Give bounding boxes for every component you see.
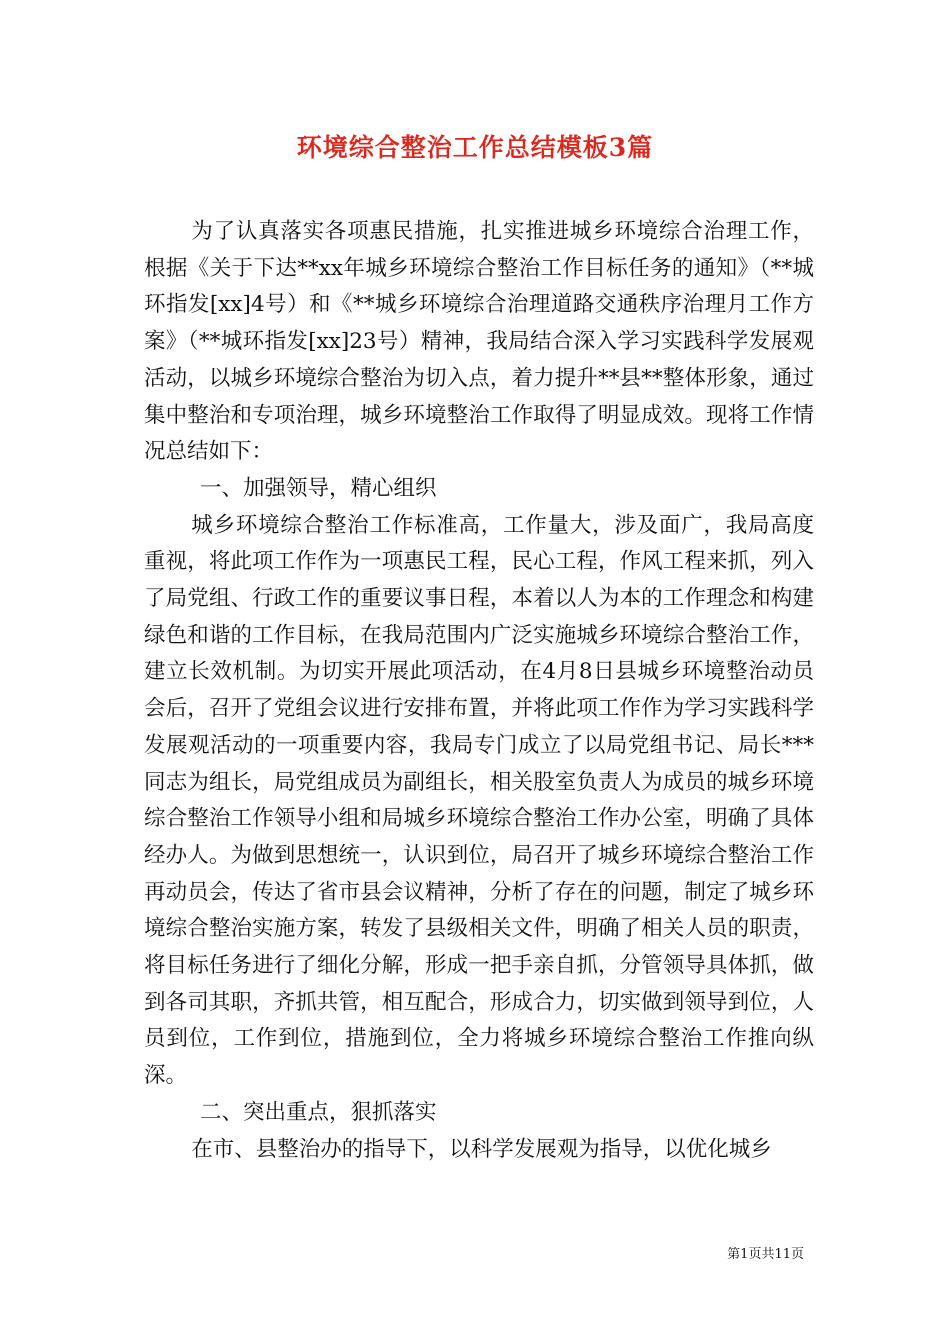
section-1-paragraph: 城乡环境综合整治工作标准高，工作量大，涉及面广，我局高度重视，将此项工作作为一项惠民工程，民心工程，作风工程来抓，列入了局党组、行政工作的重要议事日程，本着以人为本的工作理念和构建绿色和谐的工作目标，在我局范围内广泛实施城乡环境综合整治工作，建立长效机制。为切实开展此项活动，在4月8日县城乡环境整治动员会后，召开了党组会议进行安排布置，并将此项工作作为学习实践科学发展观活动的一项重要内容，我局专门成立了以局党组书记、局长***同志为组长，局党组成员为副组长，相关股室负责人为成员的城乡环境综合整治工作领导小组和局城乡环境综合整治工作办公室，明确了具体经办人。为做到思想统一，认识到位，局召开了城乡环境综合整治工作再动员会，传达了省市县会议精神，分析了存在的问题，制定了城乡环境综合整治实施方案，转发了县级相关文件，明确了相关人员的职责，将目标任务进行了细化分解，形成一把手亲自抓，分管领导具体抓，做到各司其职，齐抓共管，相互配合，形成合力，切实做到领导到位，人员到位，工作到位，措施到位，全力将城乡环境综合整治工作推向纵深。 (144, 512, 814, 1089)
document-body (144, 214, 814, 1168)
intro-paragraph: 为了认真落实各项惠民措施，扎实推进城乡环境综合治理工作，根据《关于下达**xx年城乡环境综合整治工作目标任务的通知》（**城环指发[xx]4号）和《**城乡环境综合治理道路交通秩序治理月工作方案》（**城环指发[xx]23号）精神，我局结合深入学习实践科学发展观活动，以城乡环境综合整治为切入点，着力提升**县**整体形象，通过集中整治和专项治理，城乡环境整治工作取得了明显成效。现将工作情况总结如下： (144, 219, 814, 465)
document-title: 环境综合整治工作总结模板3篇 (296, 133, 654, 162)
page-number: 第1页共11页 (727, 1247, 804, 1262)
section-heading-2: 二、突出重点，狠抓落实 (200, 1099, 437, 1125)
section-2-paragraph: 在市、县整治办的指导下，以科学发展观为指导，以优化城乡 (191, 1136, 772, 1162)
section-heading-1: 一、加强领导，精心组织 (200, 475, 437, 501)
